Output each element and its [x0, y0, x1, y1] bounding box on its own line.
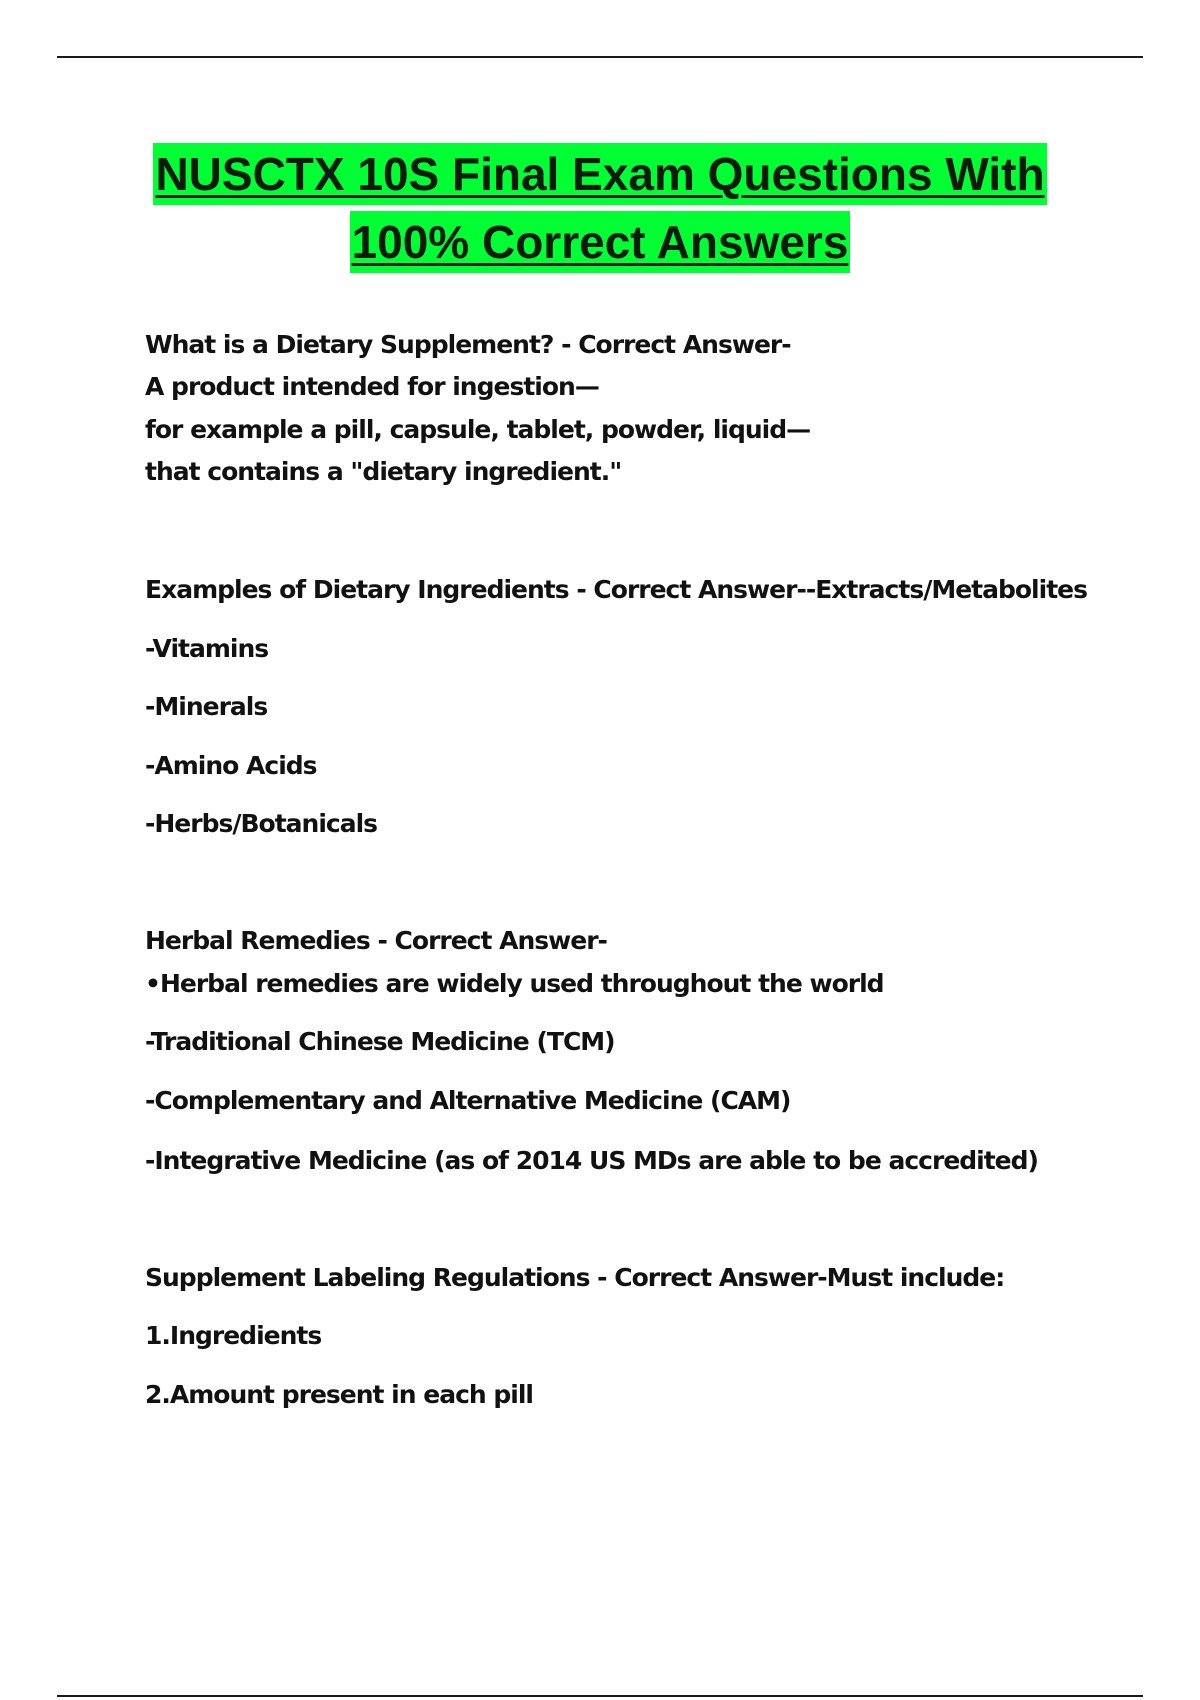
- answer-line: A product intended for ingestion—: [145, 372, 599, 401]
- document-title: [0, 143, 1200, 279]
- answer-line: -Integrative Medicine (as of 2014 US MDs are able to be accredited): [145, 1146, 1038, 1175]
- answer-line: for example a pill, capsule, tablet, powder, liquid—: [145, 415, 811, 444]
- answer-line: -Amino Acids: [145, 751, 317, 780]
- answer-line: -Complementary and Alternative Medicine (CAM): [145, 1086, 791, 1115]
- question-line: Supplement Labeling Regulations - Correct Answer-Must include:: [145, 1263, 1005, 1292]
- answer-line: -Minerals: [145, 692, 268, 721]
- question-line: Herbal Remedies - Correct Answer-: [145, 926, 607, 955]
- footer-rule: [57, 1695, 1143, 1697]
- answer-line: 2.Amount present in each pill: [145, 1380, 534, 1409]
- title-line-1: NUSCTX 10S Final Exam Questions With: [153, 143, 1046, 205]
- title-line-2: 100% Correct Answers: [350, 211, 851, 273]
- header-rule: [57, 56, 1143, 58]
- answer-line: that contains a "dietary ingredient.": [145, 457, 622, 486]
- question-line: What is a Dietary Supplement? - Correct Answer-: [145, 330, 791, 359]
- answer-line: -Herbs/Botanicals: [145, 809, 378, 838]
- answer-line: •Herbal remedies are widely used throughout the world: [145, 969, 884, 998]
- question-line: Examples of Dietary Ingredients - Correct Answer--Extracts/Metabolites: [145, 575, 1087, 604]
- answer-line: -Traditional Chinese Medicine (TCM): [145, 1027, 615, 1056]
- answer-line: -Vitamins: [145, 634, 269, 663]
- answer-line: 1.Ingredients: [145, 1321, 322, 1350]
